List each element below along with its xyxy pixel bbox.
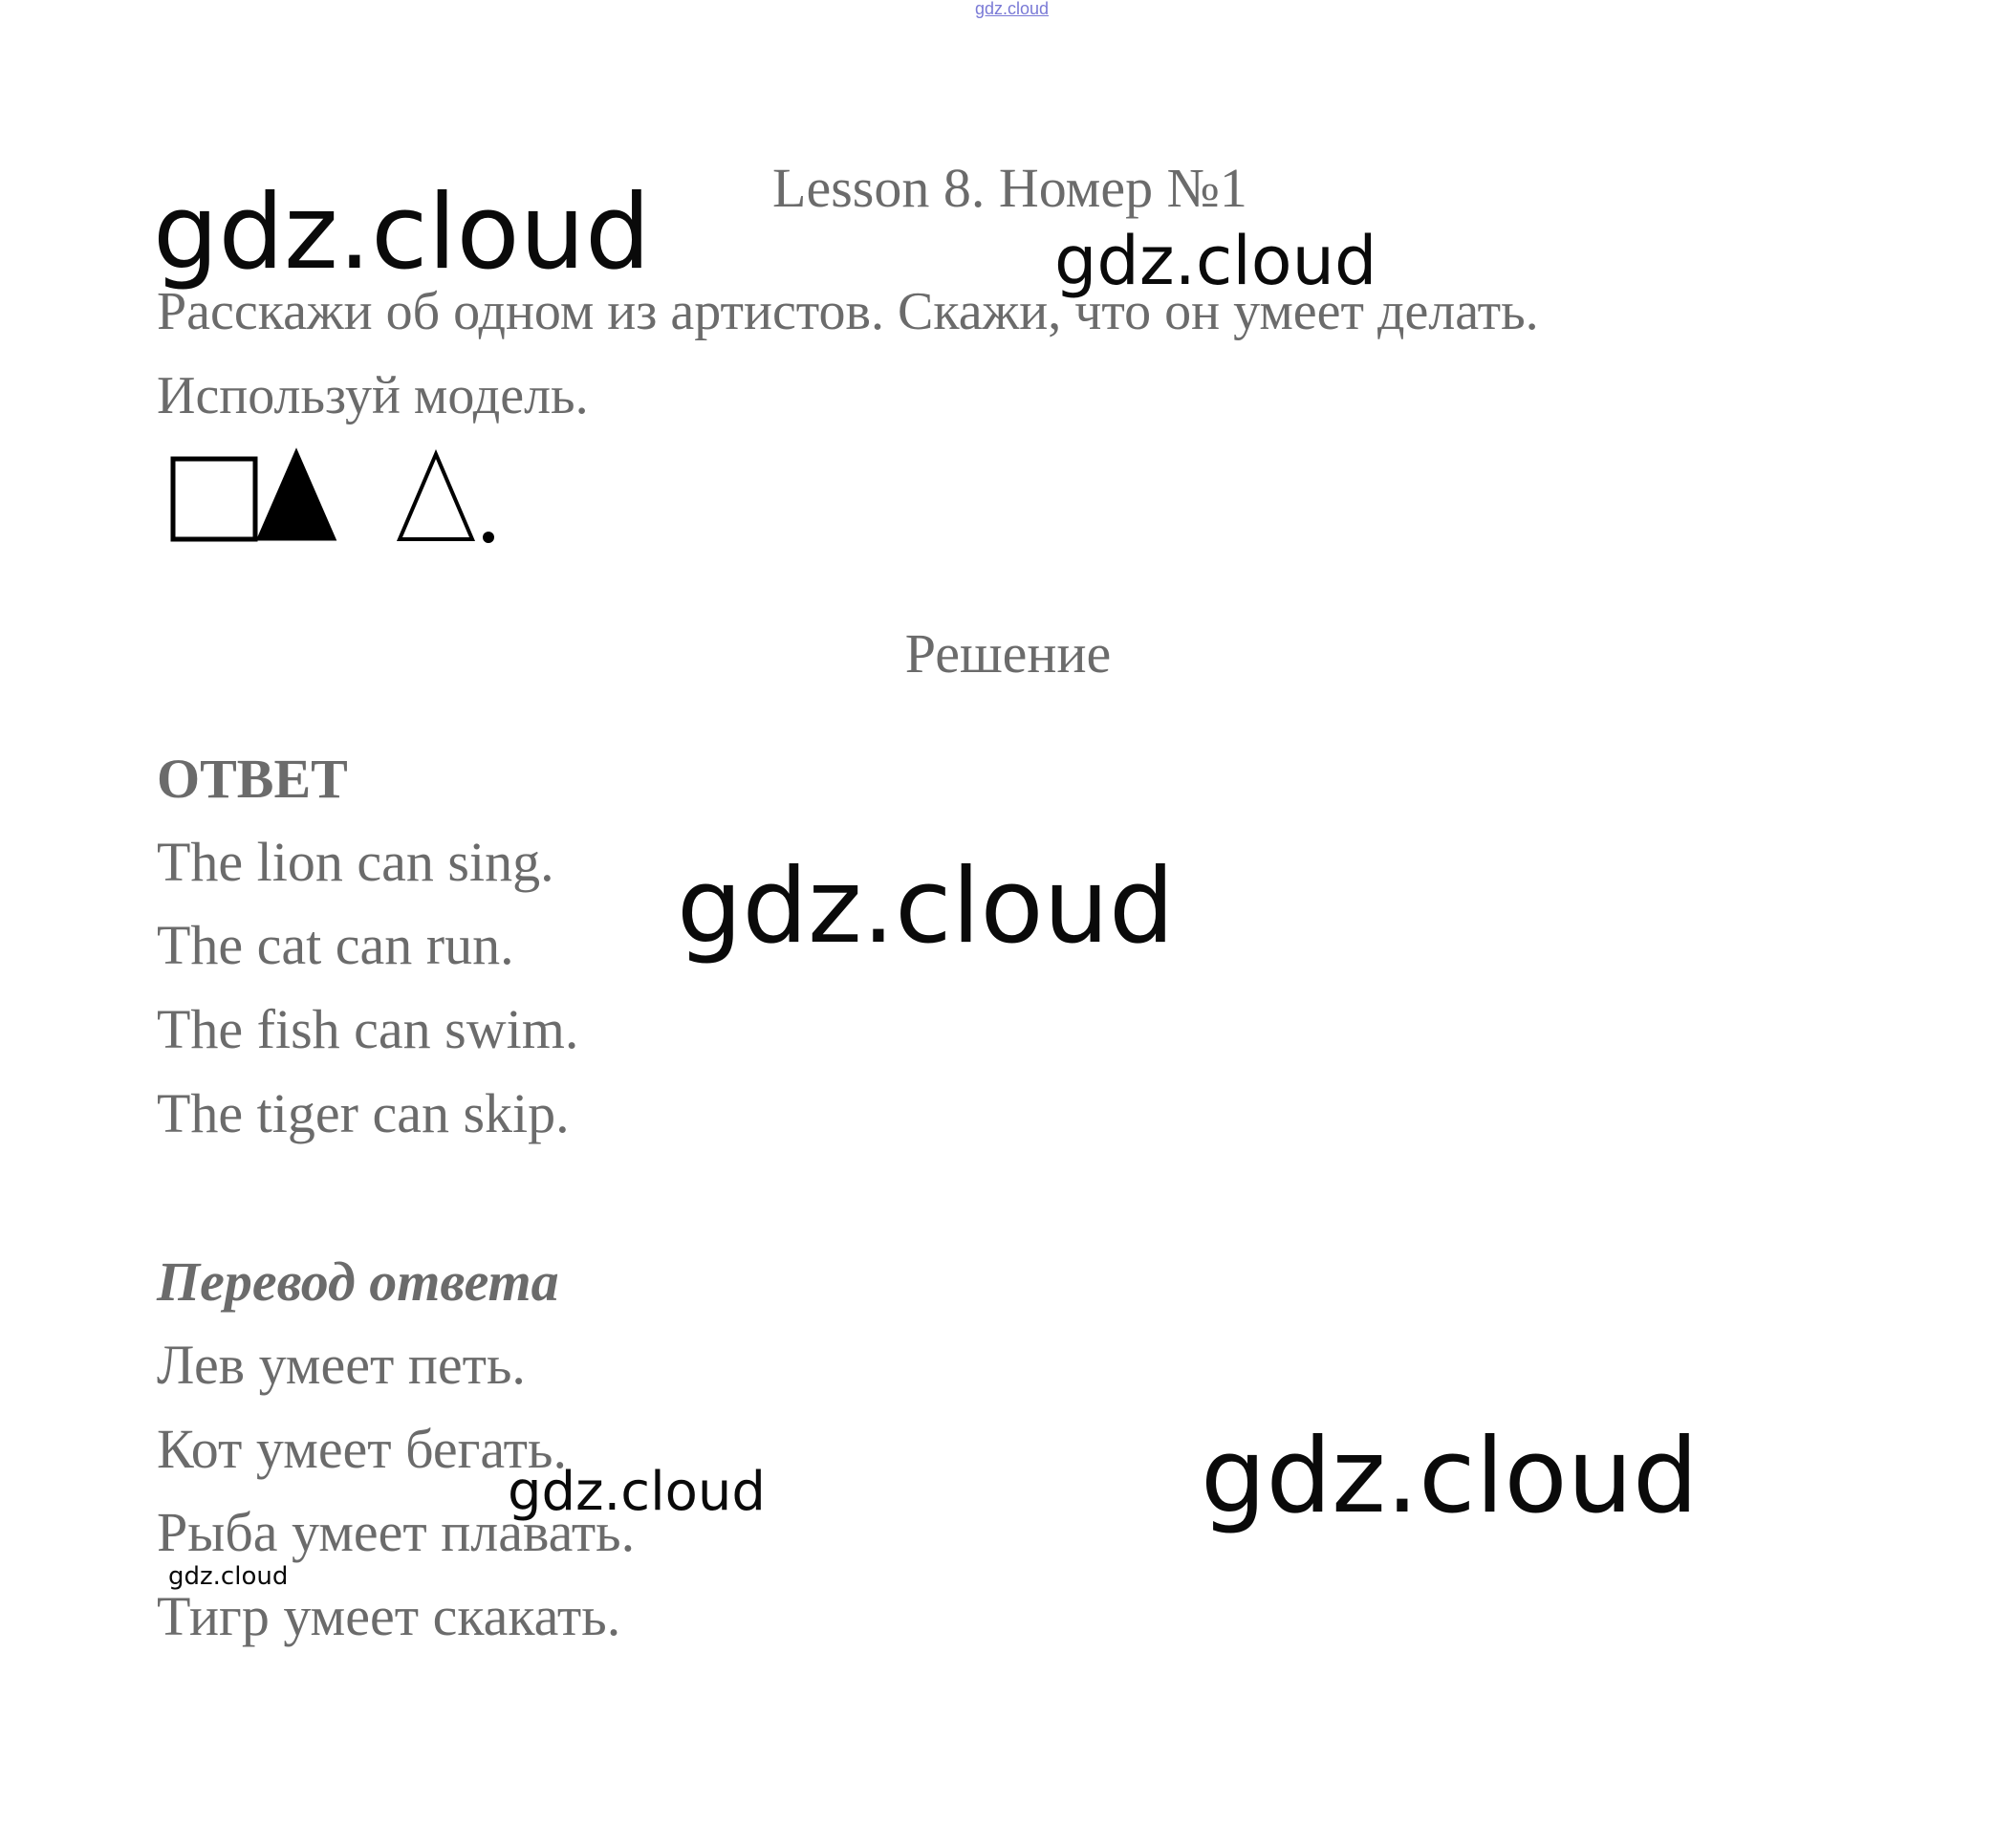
watermark: gdz.cloud (153, 173, 651, 293)
watermark: gdz.cloud (1201, 1417, 1699, 1536)
translation-line: Рыба умеет плавать. (157, 1501, 636, 1563)
translation-title: Перевод ответа (157, 1251, 559, 1313)
solution-heading: Решение (904, 622, 1112, 685)
translation-line: Кот умеет бегать. (157, 1418, 567, 1480)
answer-line: The lion can sing. (157, 831, 554, 893)
answer-title: ОТВЕТ (157, 748, 348, 810)
model-triangle-filled (258, 451, 335, 539)
top-source-link[interactable]: gdz.cloud (975, 0, 1050, 18)
answer-line: The tiger can skip. (157, 1082, 570, 1144)
model-shapes (170, 446, 591, 551)
answer-line: The cat can run. (157, 914, 514, 976)
model-triangle-outline (400, 454, 472, 539)
task-instruction-line-2: Используй модель. (157, 366, 589, 425)
watermark: gdz.cloud (168, 1562, 289, 1591)
watermark: gdz.cloud (1054, 222, 1377, 300)
translation-line: Тигр умеет скакать. (157, 1585, 621, 1647)
page-title-text: Lesson 8. Номер №1 (772, 157, 1247, 219)
translation-line: Лев умеет петь. (157, 1334, 526, 1396)
task-instruction-line-1: Расскажи об одном из артистов. Скажи, что он умеет делать. (157, 282, 1539, 341)
model-period-dot (483, 532, 494, 543)
answer-line: The fish can swim. (157, 998, 579, 1060)
model-square-outline (173, 459, 255, 539)
watermark: gdz.cloud (508, 1461, 766, 1523)
watermark: gdz.cloud (677, 847, 1175, 967)
